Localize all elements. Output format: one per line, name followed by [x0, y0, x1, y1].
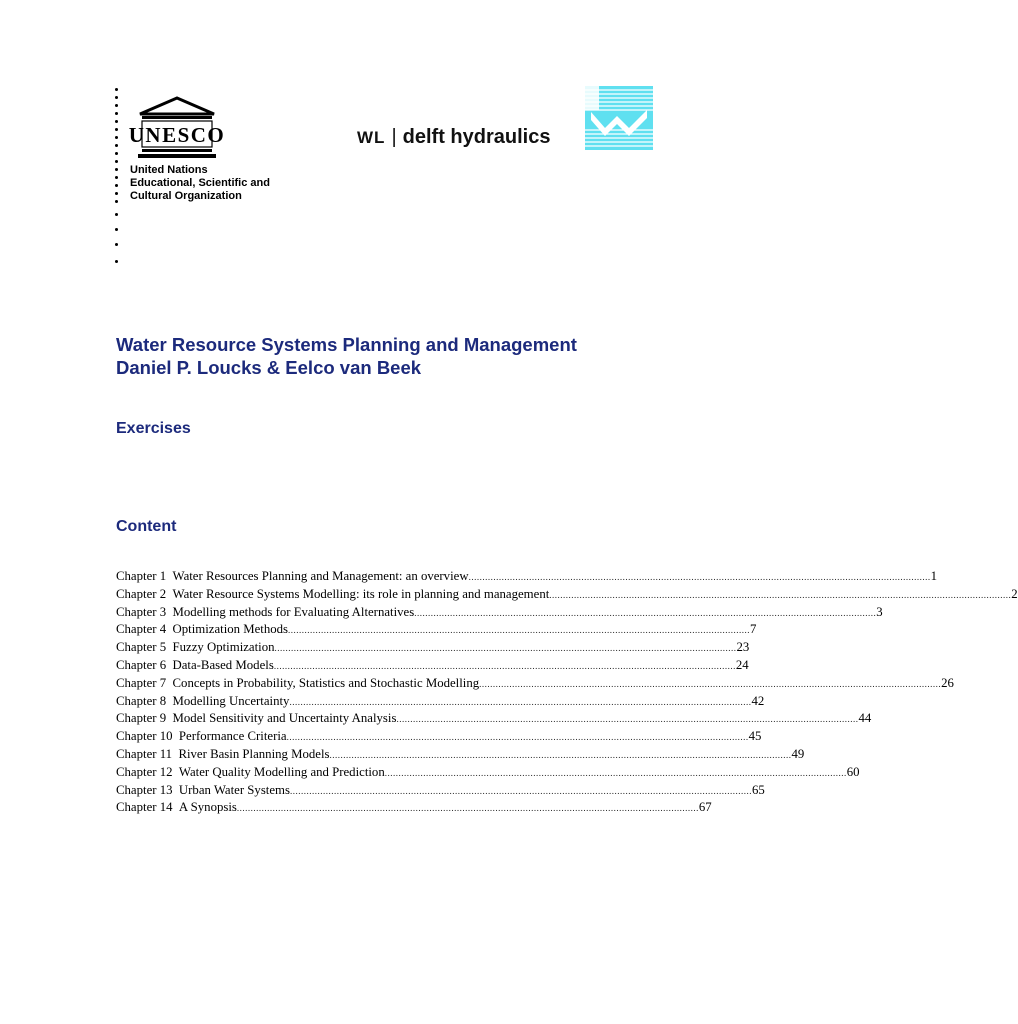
toc-entry	[116, 746, 805, 764]
table-of-contents	[116, 568, 1018, 817]
unesco-temple-logo	[128, 96, 226, 160]
toc-entry	[116, 657, 749, 675]
toc-chapter-number: Chapter 5	[116, 640, 167, 655]
toc-page-number: 44	[858, 711, 872, 726]
toc-chapter-number: Chapter 10	[116, 729, 173, 744]
toc-chapter-number: Chapter 1	[116, 569, 167, 583]
unesco-organization-name	[130, 164, 270, 203]
wl-delft-hydraulics-wordmark	[357, 126, 550, 149]
toc-chapter-number: Chapter 11	[116, 746, 173, 761]
toc-chapter-number: Chapter 12	[116, 764, 173, 779]
wl-text: WL	[357, 128, 386, 147]
toc-leader-dots	[289, 694, 751, 711]
toc-chapter-number: Chapter 14	[116, 800, 173, 815]
toc-leader-dots	[479, 676, 941, 693]
toc-chapter-number: Chapter 4	[116, 622, 167, 637]
toc-chapter-title: Water Resources Planning and Management: an overview	[172, 569, 469, 583]
toc-page-number: 65	[751, 782, 765, 797]
content-heading: Content	[116, 518, 177, 535]
toc-page-number: 23	[736, 640, 750, 655]
toc-page-number: 7	[750, 622, 757, 637]
toc-leader-dots	[287, 729, 749, 746]
toc-leader-dots	[549, 587, 1011, 604]
toc-page-number: 42	[751, 693, 765, 708]
toc-entry	[116, 728, 762, 746]
toc-chapter-title: River Basin Planning Models	[178, 746, 330, 761]
toc-chapter-number: Chapter 2	[116, 586, 167, 601]
toc-entry	[116, 693, 765, 711]
toc-entry	[116, 710, 872, 728]
toc-entry	[116, 639, 750, 657]
toc-chapter-title: Water Quality Modelling and Prediction	[178, 764, 385, 779]
toc-page-number: 3	[876, 604, 883, 619]
toc-chapter-title: Fuzzy Optimization	[172, 640, 275, 655]
toc-page-number: 2	[1011, 586, 1018, 601]
toc-entry	[116, 799, 712, 817]
unesco-line-1: United Nations	[130, 164, 208, 176]
toc-chapter-number: Chapter 13	[116, 782, 173, 797]
toc-page-number: 26	[941, 675, 954, 690]
toc-entry	[116, 586, 1018, 604]
toc-entry	[116, 568, 937, 586]
toc-leader-dots	[288, 622, 750, 639]
toc-leader-dots	[414, 605, 876, 622]
toc-entry	[116, 621, 757, 639]
toc-leader-dots	[275, 640, 737, 657]
toc-leader-dots	[396, 711, 858, 728]
title-line-2-authors: Daniel P. Loucks & Eelco van Beek	[116, 357, 422, 378]
delft-hydraulics-text: delft hydraulics	[402, 126, 551, 148]
toc-chapter-title: Concepts in Probability, Statistics and Stochastic Modelling	[172, 675, 480, 690]
toc-chapter-number: Chapter 8	[116, 693, 167, 708]
toc-entry	[116, 675, 954, 693]
exercises-heading: Exercises	[116, 420, 191, 437]
toc-chapter-number: Chapter 3	[116, 604, 167, 619]
document-title	[116, 333, 577, 379]
toc-chapter-title: Optimization Methods	[172, 622, 289, 637]
toc-leader-dots	[469, 569, 931, 586]
unesco-line-3: Cultural Organization	[130, 190, 242, 202]
toc-page-number: 24	[735, 657, 749, 672]
toc-entry	[116, 782, 765, 800]
unesco-line-2: Educational, Scientific and	[130, 177, 270, 189]
toc-chapter-title: Performance Criteria	[178, 729, 287, 744]
toc-leader-dots	[274, 658, 736, 675]
dotted-column-decoration	[114, 88, 120, 268]
toc-chapter-title: Water Resource Systems Modelling: its role in planning and management	[172, 586, 550, 601]
toc-page-number: 60	[846, 764, 860, 779]
toc-chapter-number: Chapter 6	[116, 657, 167, 672]
toc-chapter-title: Data-Based Models	[172, 657, 274, 672]
toc-chapter-title: A Synopsis	[178, 800, 237, 815]
toc-page-number: 67	[698, 800, 712, 815]
toc-leader-dots	[330, 747, 792, 764]
toc-chapter-number: Chapter 7	[116, 675, 167, 690]
toc-page-number: 45	[748, 729, 762, 744]
unesco-logo-text: UNESCO	[128, 123, 226, 147]
toc-entry	[116, 764, 860, 782]
delft-hydraulics-wave-logo	[585, 86, 653, 150]
toc-chapter-title: Modelling methods for Evaluating Alternatives	[172, 604, 415, 619]
toc-chapter-title: Modelling Uncertainty	[172, 693, 290, 708]
toc-chapter-title: Urban Water Systems	[178, 782, 290, 797]
title-line-1: Water Resource Systems Planning and Management	[116, 334, 577, 355]
brand-separator: |	[391, 126, 397, 148]
toc-page-number: 1	[930, 569, 937, 583]
toc-leader-dots	[237, 800, 699, 817]
toc-leader-dots	[385, 765, 847, 782]
toc-leader-dots	[290, 783, 752, 800]
toc-chapter-title: Model Sensitivity and Uncertainty Analysis	[172, 711, 397, 726]
toc-chapter-number: Chapter 9	[116, 711, 167, 726]
toc-page-number: 49	[791, 746, 805, 761]
toc-entry	[116, 604, 883, 622]
